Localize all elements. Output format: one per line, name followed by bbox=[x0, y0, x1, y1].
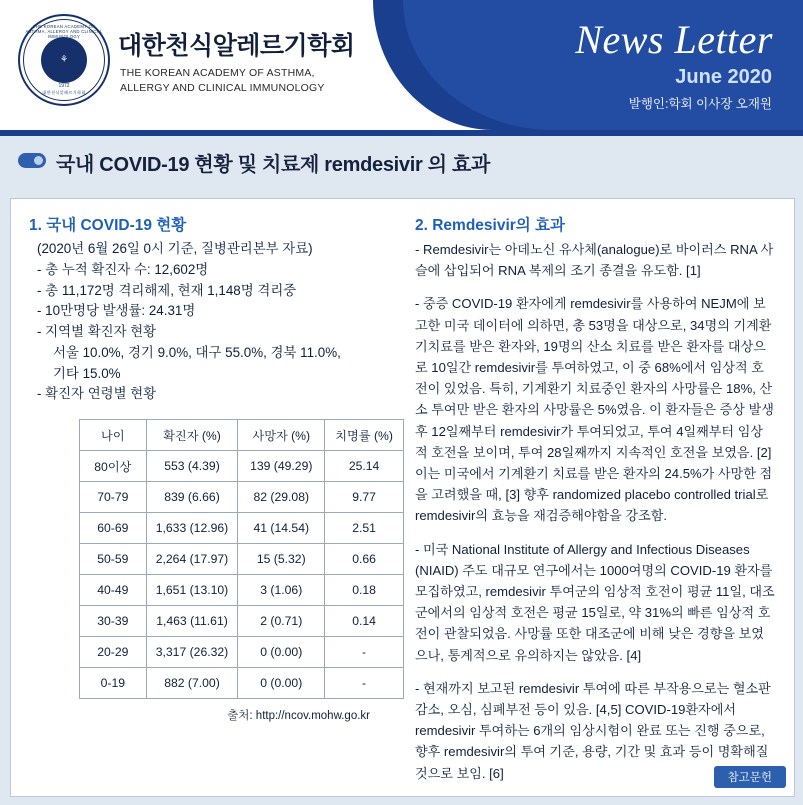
table-cell: 882 (7.00) bbox=[146, 668, 238, 699]
table-cell: 50-59 bbox=[80, 544, 147, 575]
table-row bbox=[80, 637, 404, 668]
organization-name-english-line2: ALLERGY AND CLINICAL IMMUNOLOGY bbox=[120, 82, 325, 95]
left-line: - 10만명당 발생률: 24.31명 bbox=[37, 303, 196, 319]
table-cell: 139 (49.29) bbox=[238, 451, 325, 482]
table-cell: 1,651 (13.10) bbox=[146, 575, 238, 606]
right-paragraph: - Remdesivir는 아데노신 유사체(analogue)로 바이러스 RNA 사슬에 삽입되어 RNA 복제의 조기 종결을 유도함. [1] bbox=[415, 242, 774, 279]
table-row bbox=[80, 482, 404, 513]
left-column bbox=[29, 213, 404, 723]
right-column bbox=[415, 213, 775, 784]
logo-ring bbox=[23, 19, 105, 101]
table-cell: 1,633 (12.96) bbox=[146, 513, 238, 544]
page-header bbox=[0, 0, 803, 130]
table-cell: 30-39 bbox=[80, 606, 147, 637]
newsletter-publisher: 발행인:학회 이사장 오재원 bbox=[628, 97, 772, 111]
logo-ring-bottom-text: 대한천식알레르기학회 bbox=[42, 90, 86, 95]
newsletter-issue-date: June 2020 bbox=[675, 66, 772, 88]
table-cell: 0-19 bbox=[80, 668, 147, 699]
table-cell: 41 (14.54) bbox=[238, 513, 325, 544]
table-row bbox=[80, 575, 404, 606]
table-cell: 25.14 bbox=[325, 451, 404, 482]
table-row bbox=[80, 451, 404, 482]
table-cell: 553 (4.39) bbox=[146, 451, 238, 482]
newsletter-title: News Letter bbox=[575, 17, 773, 62]
logo-ring-top-text: THE KOREAN ACADEMY OF ASTHMA, ALLERGY AND CLINICAL IMMUNOLOGY bbox=[25, 24, 103, 39]
left-line: - 총 누적 확진자 수: 12,602명 bbox=[37, 261, 209, 277]
table-cell: 0.18 bbox=[325, 575, 404, 606]
table-cell: 2 (0.71) bbox=[238, 606, 325, 637]
right-paragraph: - 현재까지 보고된 remdesivir 투여에 따른 부작용으로는 혈소판 감소, 오심, 심폐부전 등이 있음. [4,5] COVID-19환자에서 remdesivir 투여하는 6개의 임상시험이 완료 또는 진행 중으로, 향후 remdesivir의 투여 기준, 용량, 기간 및 효과 등이 명확해질 것으로 보임. [6] bbox=[415, 680, 771, 781]
table-cell: 3,317 (26.32) bbox=[146, 637, 238, 668]
table-header-cell: 나이 bbox=[80, 420, 147, 451]
table-cell: 1,463 (11.61) bbox=[146, 606, 238, 637]
right-paragraph: - 중증 COVID-19 환자에게 remdesivir를 사용하여 NEJM에 보고한 미국 데이터에 의하면, 총 53명을 대상으로, 34명의 기계환기치료를 받은 환자와, 19명의 산소 치료를 받은 환자를 대상으로 10일간 remdesivir를 투여하였고, 이 중 68%에서 임상적 호전이 있었음. 특히, 기계환기 치료중인 환자의 사망률은 18%, 산소 투여만 받은 환자의 사망률은 5%였음. 이 환자들은 증상 발생 후 12일째부터 remdesivir가 투여되었고, 투여 4일째부터 임상적 호전을 보이며, 투여 28일째까지 지속적인 호전을 보였음. [2] 이는 미국에서 기계환기 치료를 받은 환자의 24.5%가 사망한 점을 고려했을 때, [3] 향후 randomized placebo controlled trial로 remdesivir의 효능을 재검증해야함을 강조함. bbox=[415, 296, 774, 524]
section-2-heading: 2. Remdesivir의 효과 bbox=[415, 217, 566, 234]
table-cell: 0 (0.00) bbox=[238, 668, 325, 699]
left-line: - 지역별 확진자 현황 bbox=[37, 324, 157, 340]
document-title-bar bbox=[0, 136, 803, 184]
left-line: 서울 10.0%, 경기 9.0%, 대구 55.0%, 경북 11.0%, bbox=[53, 344, 341, 360]
table-cell: 2.51 bbox=[325, 513, 404, 544]
table-row bbox=[80, 668, 404, 699]
table-header-cell: 사망자 (%) bbox=[238, 420, 325, 451]
left-line: (2020년 6월 26일 0시 기준, 질병관리본부 자료) bbox=[37, 241, 313, 256]
table-cell: 70-79 bbox=[80, 482, 147, 513]
table-cell: 9.77 bbox=[325, 482, 404, 513]
table-cell: 60-69 bbox=[80, 513, 147, 544]
table-header-cell: 치명률 (%) bbox=[325, 420, 404, 451]
table-row bbox=[80, 544, 404, 575]
reference-badge[interactable]: 참고문헌 bbox=[714, 766, 786, 788]
organization-name-english-line1: THE KOREAN ACADEMY OF ASTHMA, bbox=[120, 67, 315, 79]
bullet-icon bbox=[18, 153, 46, 168]
logo-emblem-icon: ⚘ bbox=[41, 37, 87, 83]
right-paragraph: - 미국 National Institute of Allergy and Infectious Diseases (NIAID) 주도 대규모 연구에서는 1000여명의 COVID-19 환자를 모집하였고, remdesivir 투여군의 임상적 호전이 평균 11일, 대조군에서의 임상적 호전은 평균 15일로, 약 31%의 빠른 임상적 호전이 관찰되었음. 사망률 또한 대조군에 비해 낮은 경향을 보였으나, 통계적으로 유의하지는 않았음. [4] bbox=[415, 541, 775, 663]
table-source-note: 출처: http://ncov.mohw.go.kr bbox=[227, 710, 370, 723]
table-cell: 839 (6.66) bbox=[146, 482, 238, 513]
table-cell: 20-29 bbox=[80, 637, 147, 668]
page-title: 국내 COVID-19 현황 및 치료제 remdesivir 의 효과 bbox=[56, 154, 491, 176]
table-cell: - bbox=[325, 668, 404, 699]
table-cell: 0 (0.00) bbox=[238, 637, 325, 668]
content-card bbox=[10, 198, 795, 797]
academy-logo bbox=[18, 14, 110, 106]
left-line: 기타 15.0% bbox=[53, 365, 121, 381]
table-cell: 2,264 (17.97) bbox=[146, 544, 238, 575]
table-header-row bbox=[80, 420, 404, 451]
table-cell: 0.66 bbox=[325, 544, 404, 575]
covid-age-table bbox=[79, 419, 404, 699]
table-row bbox=[80, 606, 404, 637]
table-cell: 0.14 bbox=[325, 606, 404, 637]
left-line: - 총 11,172명 격리해제, 현재 1,148명 격리중 bbox=[37, 282, 297, 298]
table-cell: 3 (1.06) bbox=[238, 575, 325, 606]
left-line: - 확진자 연령별 현황 bbox=[37, 386, 157, 402]
table-row bbox=[80, 513, 404, 544]
organization-name-korean: 대한천식알레르기학회 bbox=[118, 32, 355, 60]
table-cell: 40-49 bbox=[80, 575, 147, 606]
table-cell: 82 (29.08) bbox=[238, 482, 325, 513]
logo-year: 1972 bbox=[58, 83, 70, 89]
table-cell: 80이상 bbox=[80, 451, 147, 482]
section-1-heading: 1. 국내 COVID-19 현황 bbox=[29, 217, 187, 234]
table-cell: 15 (5.32) bbox=[238, 544, 325, 575]
table-header-cell: 확진자 (%) bbox=[146, 420, 238, 451]
organization-name-english bbox=[120, 66, 325, 96]
table-cell: - bbox=[325, 637, 404, 668]
